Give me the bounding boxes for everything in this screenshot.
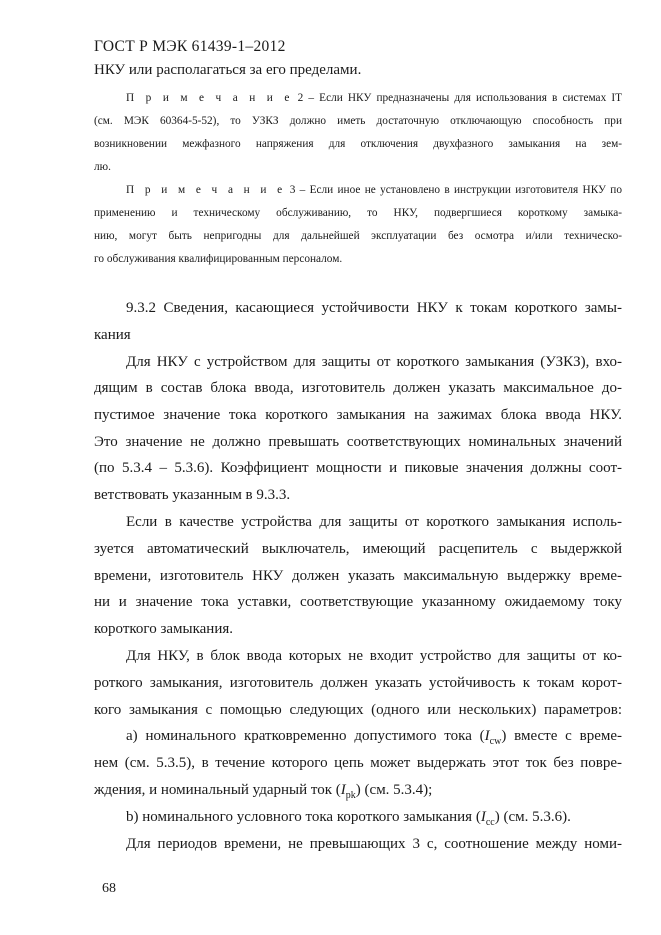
p2-line-4: ни и значение тока уставки, соответствующие указанному ожидаемому току: [94, 594, 622, 610]
p1-line-2: дящим в состав блока ввода, изготовитель должен указать максимальное до-: [94, 380, 622, 396]
p1-line-3: пустимое значение тока короткого замыкания на зажимах блока ввода НКУ.: [94, 407, 622, 423]
p2-line-2: зуется автоматический выключатель, имеющий расцепитель с выдержкой: [94, 541, 622, 557]
p1-line-5: (по 5.3.4 – 5.3.6). Коэффициент мощности и пиковые значения должны соот-: [94, 460, 622, 476]
p4-line-1: Для периодов времени, не превышающих 3 с, соотношение между номи-: [126, 836, 622, 852]
note-3-line-4: го обслуживания квалифицированным персоналом.: [94, 253, 343, 265]
note-2-line-3: возникновении межфазного напряжения для отключения двухфазного замыкания на зем-: [94, 138, 622, 150]
p2-line-3: времени, изготовитель НКУ должен указать максимальную выдержку време-: [94, 568, 622, 584]
note-2-line-4: лю.: [94, 161, 111, 173]
note-3-label: П р и м е ч а н и е: [126, 184, 286, 196]
item-a-text-3: ждения, и номинальный ударный ток (: [94, 782, 341, 798]
section-heading-line-2: кания: [94, 327, 131, 343]
note-2-line-2: (см. МЭК 60364-5-52), то УЗКЗ должно иметь достаточную отключающую способность при: [94, 115, 622, 127]
p1-line-1: Для НКУ с устройством для защиты от короткого замыкания (УЗКЗ), вхо-: [126, 354, 622, 370]
section-heading-line-1: 9.3.2 Сведения, касающиеся устойчивости НКУ к токам короткого замы-: [126, 300, 622, 316]
note-3-line-1-text: 3 – Если иное не установлено в инструкции изготовителя НКУ по: [285, 184, 622, 196]
item-a-text-2: ) вместе с време-: [501, 728, 622, 744]
p2-line-1: Если в качестве устройства для защиты от короткого замыкания исполь-: [126, 514, 622, 530]
item-a-line-3: [94, 782, 432, 801]
p3-line-1: Для НКУ, в блок ввода которых не входит устройство для защиты от ко-: [126, 648, 622, 664]
p3-line-2: роткого замыкания, изготовитель должен указать устойчивость к токам корот-: [94, 675, 622, 691]
page-number: 68: [102, 881, 116, 896]
item-b-text-1: b) номинального условного тока короткого замыкания (: [126, 809, 481, 825]
note-2-line-1-text: 2 – Если НКУ предназначены для использования в системах IT: [292, 92, 622, 104]
item-b-symbol: I: [480, 809, 486, 825]
intro-line: НКУ или располагаться за его пределами.: [94, 62, 362, 78]
note-2-label: П р и м е ч а н и е: [126, 92, 293, 104]
note-3-line-2: применению и техническому обслуживанию, то НКУ, подвергшиеся короткому замыка-: [94, 207, 622, 219]
p3-line-3: кого замыкания с помощью следующих (одного или нескольких) параметров:: [94, 702, 622, 718]
item-b-subscript: cc: [485, 817, 495, 828]
item-a-line-1: [126, 728, 622, 747]
item-a-subscript: cw: [489, 736, 502, 747]
p1-line-4: Это значение не должно превышать соответствующих номинальных значений: [94, 434, 622, 450]
p1-line-6: ветствовать указанным в 9.3.3.: [94, 487, 291, 503]
item-b-line: [126, 809, 571, 828]
note-3-line-3: нию, могут быть непригодны для дальнейшей эксплуатации без осмотра и/или техническо-: [94, 230, 622, 242]
item-a-subscript-2: pk: [345, 790, 356, 801]
item-a-line-2: нем (см. 5.3.5), в течение которого цепь может выдержать этот ток без повре-: [94, 755, 622, 771]
item-a-symbol: I: [484, 728, 490, 744]
note-2-line-1: [126, 92, 622, 104]
item-b-text-2: ) (см. 5.3.6).: [494, 809, 571, 825]
item-a-symbol-2: I: [340, 782, 346, 798]
document-header: ГОСТ Р МЭК 61439-1–2012: [94, 38, 286, 55]
item-a-text-1: a) номинального кратковременно допустимого тока (: [126, 728, 485, 744]
note-3-line-1: [126, 184, 622, 196]
p2-line-5: короткого замыкания.: [94, 621, 234, 637]
item-a-text-4: ) (см. 5.3.4);: [355, 782, 433, 798]
